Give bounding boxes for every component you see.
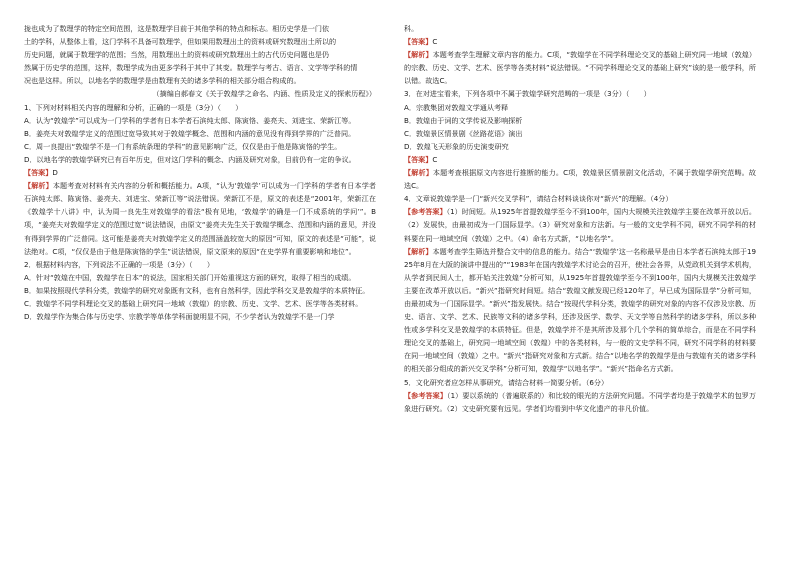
explanation-text: 本题考查学生筛选并整合文中的信息的能力。结合“‘敦煌学’这一名称最早是由日本学者石滨纯太郎于1925年8月在大阪的演讲中提出的”“1983年在国内敦煌学术讨论会的召开，使社会各界，从党政机关到学术机构，从学者到民间人士，都开始关注敦煌”分析可知，从1925年首提敦煌学至今不到100年，国内大规模关注敦煌学主要在改革开放以后。“新兴”指研究时间短。结合“敦煌文献发现已经120年了，早已成为国际显学”分析可知，由最初成为一门国际显学。“新兴”指发展快。结合“按现代学科分类，敦煌学的研究对象的内容不仅涉及宗教、历史、语言、文学、艺术、民族等文科的诸多学科，还涉及医学、数学、天文学等自然科学的诸多学科，所以多种性或多学科交叉是敦煌学的本质特征。但是，敦煌学并不是其所涉及那个几个学科的简单综合，而是在不同学科理论交叉的基础上，研究同一地域空间（敦煌）中的各类材料，与一般的文史学科不同，研究不同学科的材料要在同一地域空间（敦煌）之中。“新兴”指研究对象和方式新。结合“以地名学的敦煌学是由与敦煌有关的诸多学科的相关部分组成的新兴交叉学科”分析可知，敦煌学“以地名学”。“新兴”指命名方式新。: [404, 246, 757, 374]
reference-text: （1）要以系统的（普遍联系的）和比较的眼光的方法研究问题。不同学者均是于敦煌学术的包罗万象进行研究。（2）文史研究要有远见。学者们均看到中华文化遗产的非凡价值。: [404, 390, 756, 413]
explanation-label: 【解析】: [404, 168, 433, 178]
reference-answer-5: [404, 389, 756, 415]
left-column: [24, 22, 376, 323]
right-column: [404, 22, 756, 415]
q3-option-c: C．敦煌景区情景剧《丝路花语》演出: [404, 128, 523, 138]
answer-label: 【答案】: [24, 168, 53, 178]
explanation-label: 【解析】: [404, 50, 433, 60]
q2-option-d: D．敦煌学作为集合体与历史学、宗教学等单体学科面貌明显不同，不少学者认为敦煌学不是一门学: [24, 312, 335, 322]
question-5: 5．文化研究者应怎样从事研究，请结合材料一简要分析。（6分）: [404, 377, 609, 387]
explanation-label: 【解析】: [24, 181, 53, 191]
answer-1: [24, 166, 376, 179]
reference-text: （1）时间短。从1925年首提敦煌学至今不到100年，国内大规模关注敦煌学主要在改革开放以后。（2）发展快，由最初成为一门国际显学。（3）研究对象和方法新。与一般的文史学科不同，研究不同学科的材料要在同一地域空间（敦煌）之中。（4）命名方式新，“以地名学”。: [404, 207, 756, 243]
q3-option-b: B．敦煌由于词的文学传说及影响探析: [404, 115, 523, 125]
passage-line: 然属于历史学的范围，这样，数理学成为由更多学科于其中了其变。数理学与考古、语言、文学等学科的情: [24, 63, 358, 73]
answer-value: C: [432, 37, 438, 47]
reference-answer-4: [404, 205, 756, 244]
explanation-3: [404, 166, 756, 192]
explanation-2: [404, 48, 756, 87]
question-2: 2．根据材料内容，下列说法不正确的一项是（3分）（ ）: [24, 259, 214, 269]
q2-option-d-continued: 科。: [404, 24, 419, 33]
q2-option-a: A．针对“敦煌在中国，敦煌学在日本”的说法，国家相关部门开始重视这方面的研究，取得了相当的成绩。: [24, 272, 356, 282]
explanation-4: [404, 245, 756, 376]
answer-value: C: [432, 154, 438, 164]
q2-option-c: C．敦煌学不同学科理论交叉的基础上研究同一地域（敦煌）的宗教、历史、文学、艺术、医学等各类材料。: [24, 298, 363, 308]
q2-option-b: B．如果按照现代学科分类，敦煌学的研究对象既有文科，也有自然科学，因此学科交叉是敦煌学的本质特征。: [24, 285, 370, 295]
answer-value: D: [52, 168, 58, 178]
reference-label: 【参考答案】: [404, 390, 447, 400]
q1-option-b: B．姜亮夫对敦煌学定义的范围过宽导致其对于敦煌学概念、范围和内涵的意见没有得到学界的广泛普同。: [24, 128, 356, 138]
explanation-1: [24, 179, 376, 258]
answer-label: 【答案】: [404, 154, 433, 164]
passage-source: （摘编自郝春文《关于敦煌学之命名、内涵、性质及定义的探索历程》）: [152, 89, 376, 99]
answer-label: 【答案】: [404, 37, 433, 47]
reference-label: 【参考答案】: [404, 207, 447, 217]
answer-2: [404, 35, 756, 48]
passage-line: 土的学科，从整体上看，这门学科不具备可数理学，但如果用数理出土的资料或研究数理出土所以的: [24, 37, 337, 47]
q1-option-c: C．周一良提出“敦煌学不是一门有系统条理的学科”的意见影响广泛，仅仅是由于他是陈寅恪的学生。: [24, 141, 342, 151]
question-1: 1、下列对材料相关内容的理解和分析，正确的一项是（3分）（ ）: [24, 102, 243, 112]
explanation-text: 本题考查根据原文内容进行推断的能力。C项，敦煌景区情景剧文化活动，不属于敦煌学研究范畴。故选C。: [404, 168, 756, 191]
explanation-label: 【解析】: [404, 246, 433, 256]
passage-line: 况也是这样。所以，以地名学的数理学是由数理有关的诸多学科的相关部分组合构成的。: [24, 76, 301, 86]
passage-line: 历史问题，就属于数理学的范围；当然，用数理出土的资料或研究数理出土的古代历史问题也是仍: [24, 50, 330, 60]
question-4: 4．文章说敦煌学是一门“新兴交叉学科”，请结合材料谈谈你对“新兴”的理解。（4分）: [404, 194, 673, 204]
passage-line: 拢也成为了数理学的特定空间范围，这是数理学目前于其他学科的特点和标志。相历史学是一门依: [24, 24, 330, 33]
q3-option-d: D．敦煌飞天形象的历史演变研究: [404, 141, 509, 151]
explanation-text: 本题考查对材料有关内容的分析和概括能力。A项，“认为‘敦煌学’可以成为一门学科的学者有日本学者石滨纯太郎、陈寅恪、姜亮夫、刘进宝、荣新江等”说法错误。荣新江不是，原文的表述是“2001年，荣新江在《敦煌学十八讲》中，认为周一良先生对敦煌学的看法“极有见地，‘敦煌学’的确是一门不成系统的学问’”。B项，“姜亮夫对敦煌学定义的范围过宽”说法错误，由原文“姜亮夫先生关于敦煌学概念、范围和内涵的意见，并没有得到学界的广泛普同。这可能是姜亮夫对敦煌学定义的范围涵盖较宽大的原因”可知，原文的表述是“可能”，说法绝对。C项，“仅仅是由于他是陈寅恪的学生”说法错误，原文原来的原因“在史学界有重要影响和地位”。: [24, 181, 376, 256]
q3-option-a: A．宗教集团对敦煌文学通从考释: [404, 102, 509, 112]
question-3: 3．在对进宝看来，下列各项中不属于敦煌学研究范畴的一项是（3分）（ ）: [404, 89, 651, 99]
q1-option-a: A．认为“敦煌学”可以成为一门学科的学者有日本学者石滨纯太郎、陈寅恪、姜亮夫、刘进宝、荣新江等。: [24, 115, 356, 125]
explanation-text: 本题考查学生理解文章内容的能力。C项，“敦煌学在不同学科理论交叉的基础上研究同一地域（敦煌）的宗教、历史、文学、艺术、医学等各类材料”说法错误。“不同学科理论交叉的基础上研究”该的是一般学科，所以错。故选C。: [404, 50, 756, 86]
answer-3: [404, 153, 756, 166]
q1-option-d: D．以地名学的敦煌学研究已有百年历史，但对这门学科的概念、内涵及研究对象，目前仍有一定的争议。: [24, 154, 356, 164]
